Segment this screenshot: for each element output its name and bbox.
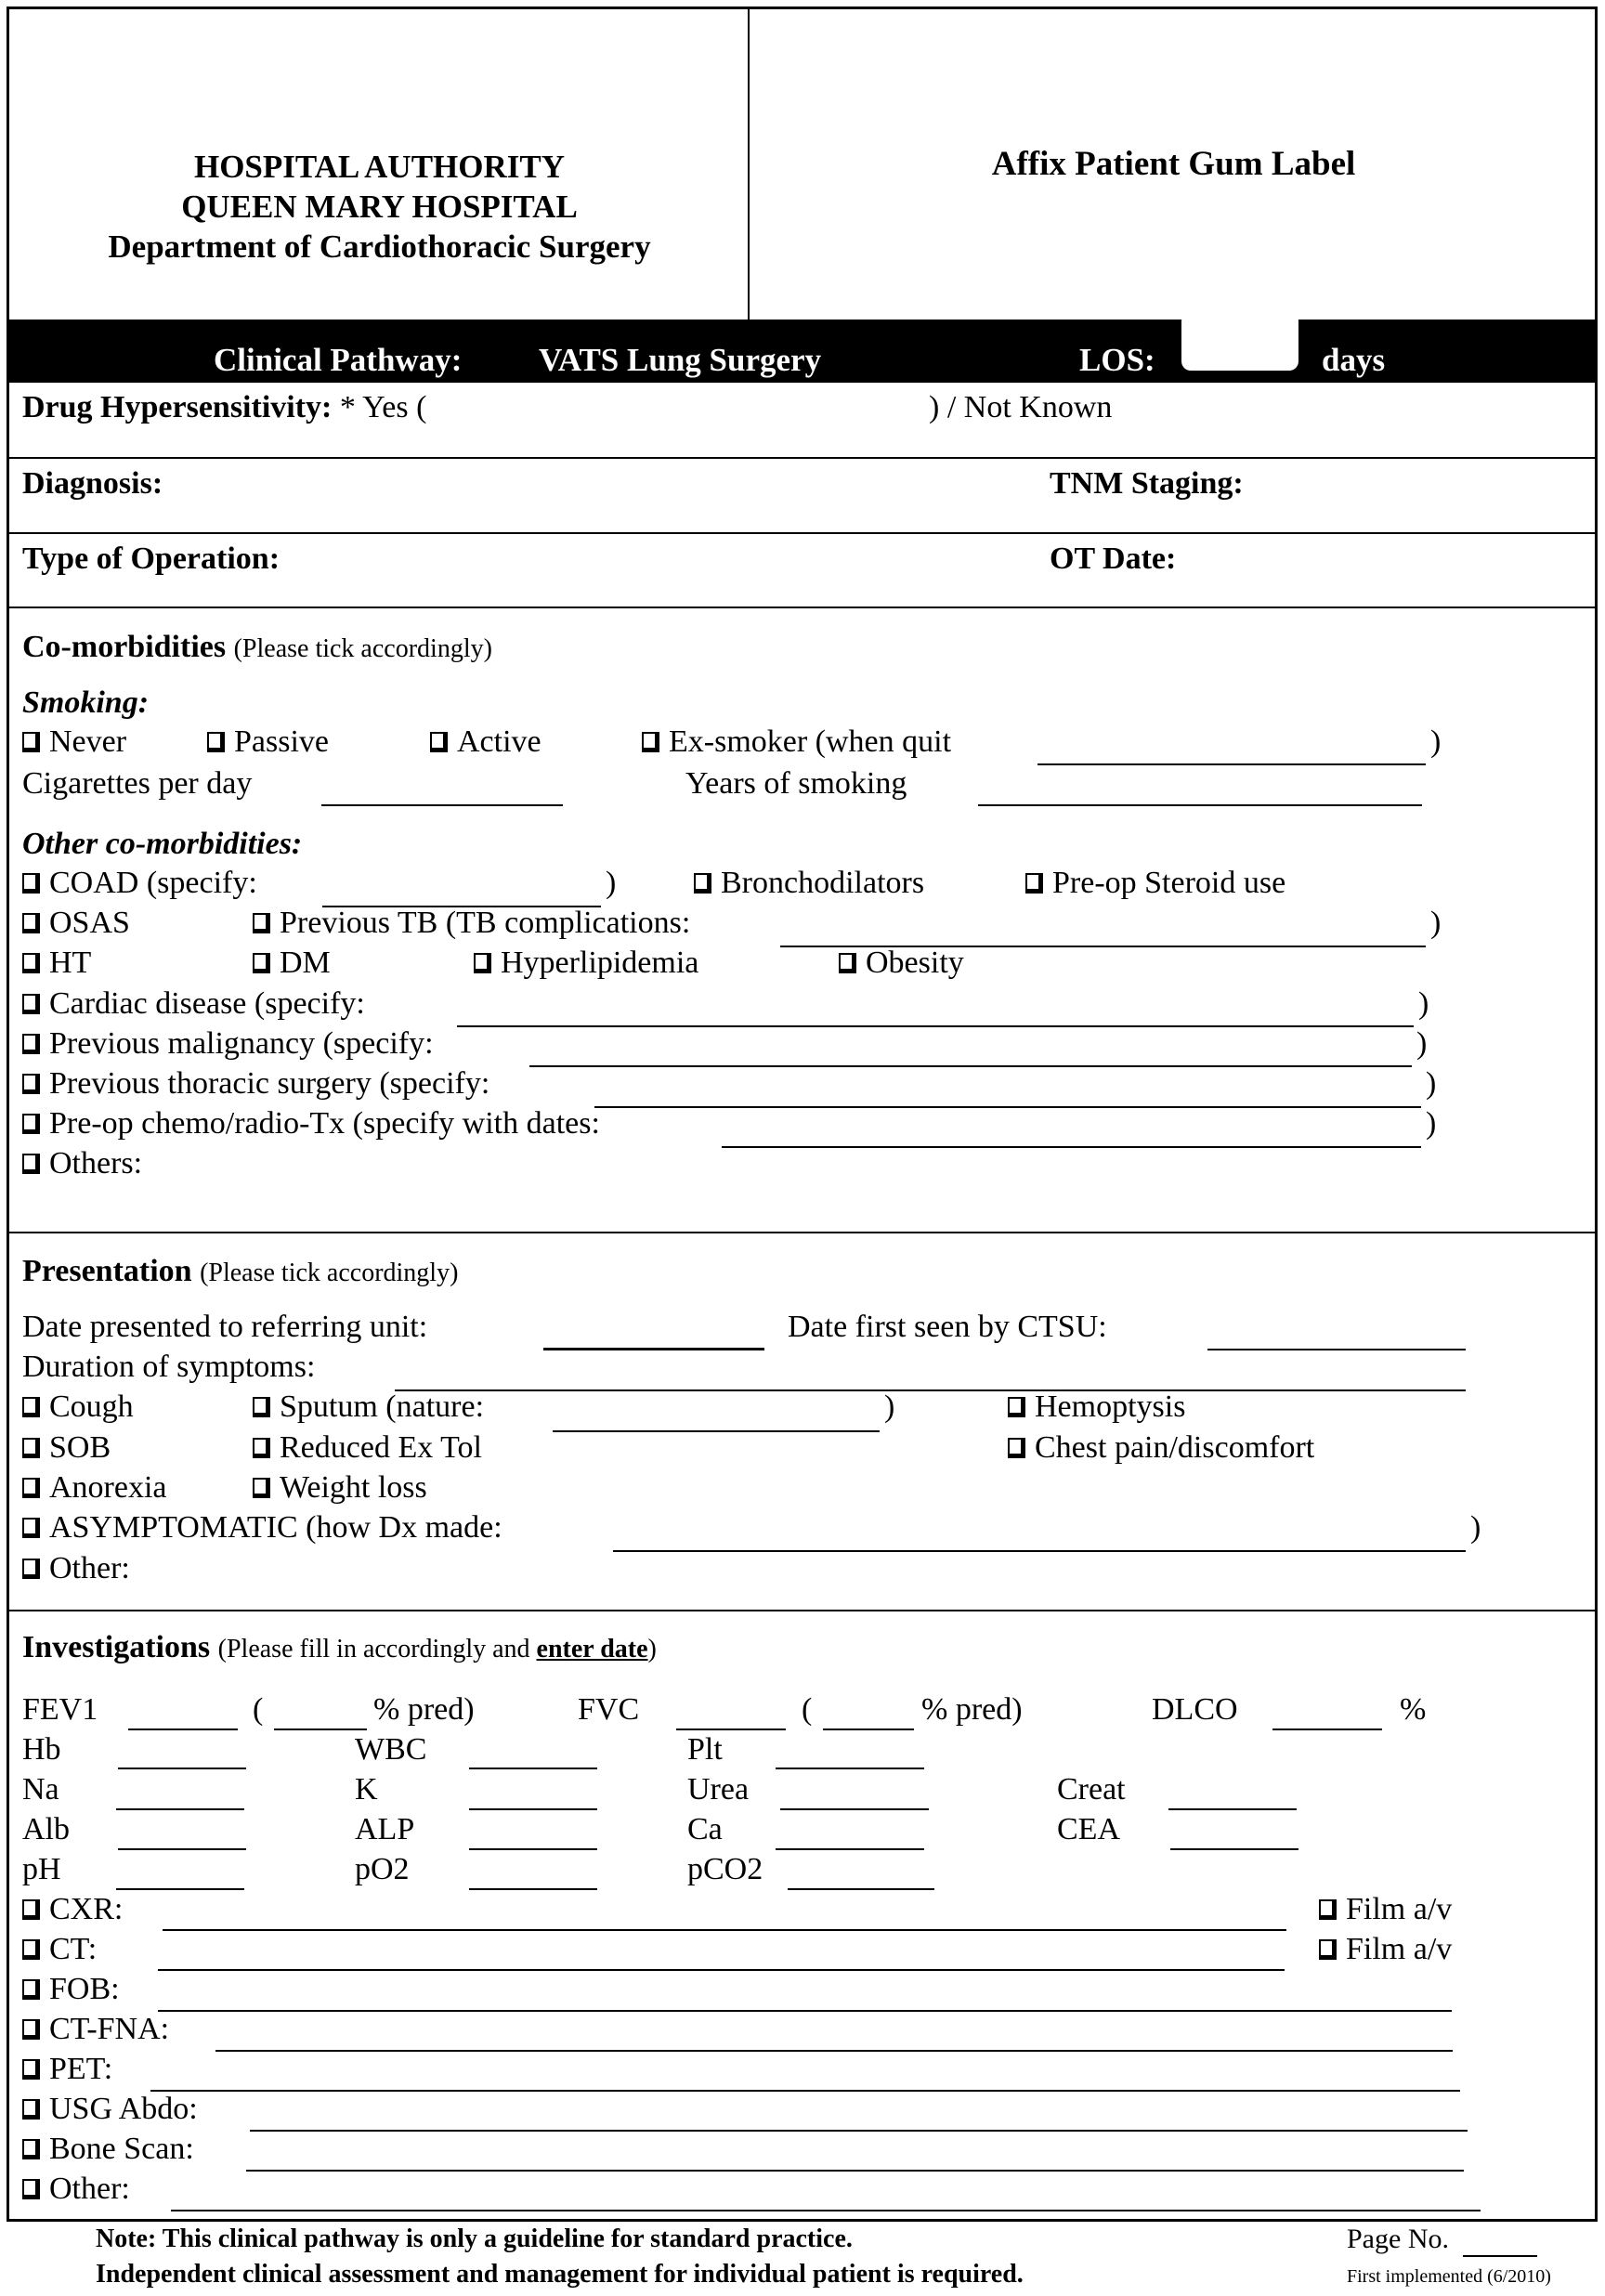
comorbidities-heading (22, 630, 492, 665)
pct-pred-label: % pred) (373, 1692, 475, 1727)
fob-field[interactable] (158, 2010, 1452, 2012)
diagnosis-label: Diagnosis: (22, 466, 163, 501)
checkbox-icon[interactable] (642, 732, 659, 752)
option-label: Bone Scan: (49, 2132, 194, 2166)
checkbox-icon[interactable] (22, 1559, 40, 1579)
usg-abdo-option[interactable] (22, 2092, 198, 2127)
footer-note-2: Independent clinical assessment and management for individual patient is required. (96, 2260, 1024, 2289)
ph-field[interactable] (116, 1888, 244, 1890)
obesity-option[interactable] (839, 946, 964, 981)
smoking-title: Smoking: (22, 685, 150, 720)
cxr-option[interactable] (22, 1892, 123, 1927)
investigations-title: Investigations (22, 1630, 211, 1664)
option-label: Film a/v (1346, 1892, 1453, 1926)
checkbox-icon[interactable] (1025, 873, 1043, 894)
malignancy-option[interactable] (22, 1026, 434, 1062)
checkbox-icon[interactable] (22, 953, 40, 973)
checkbox-icon[interactable] (253, 1478, 270, 1498)
thoracic-surgery-option[interactable] (22, 1066, 489, 1102)
checkbox-icon[interactable] (430, 732, 448, 752)
checkbox-icon[interactable] (22, 994, 40, 1014)
option-label: Chest pain/discomfort (1035, 1430, 1315, 1465)
patient-label-area: Affix Patient Gum Label (991, 145, 1356, 183)
option-label: Bronchodilators (721, 866, 925, 900)
close-paren: ) (606, 866, 617, 900)
plt-label: Plt (687, 1732, 723, 1767)
ca-label: Ca (687, 1812, 723, 1846)
checkbox-icon[interactable] (22, 1518, 40, 1538)
ph-label: pH (22, 1852, 61, 1886)
checkbox-icon[interactable] (22, 1899, 40, 1920)
cigarettes-label: Cigarettes per day (22, 766, 253, 801)
cigarettes-field[interactable] (321, 804, 563, 806)
fob-option[interactable] (22, 1972, 120, 2007)
tnm-staging-label: TNM Staging: (1050, 466, 1244, 501)
option-label: Reduced Ex Tol (280, 1430, 482, 1465)
option-label: Pre-op chemo/radio-Tx (specify with dates: (49, 1106, 600, 1141)
alb-label: Alb (22, 1812, 70, 1846)
option-label: Ex-smoker (when quit (669, 724, 952, 759)
urea-label: Urea (687, 1772, 750, 1807)
chest-pain-option[interactable] (1008, 1430, 1314, 1466)
option-label: Previous malignancy (specify: (49, 1026, 434, 1061)
dlco-label: DLCO (1152, 1692, 1238, 1727)
smoking-never[interactable] (22, 724, 126, 760)
ht-option[interactable] (22, 946, 91, 981)
quit-date-field[interactable] (1037, 763, 1426, 765)
hyperlipidemia-option[interactable] (474, 946, 698, 981)
cea-field[interactable] (1170, 1848, 1298, 1850)
previous-tb-option[interactable] (253, 906, 690, 941)
option-label: OSAS (49, 906, 130, 940)
first-implemented-note: First implemented (6/2010) (1347, 2266, 1551, 2287)
sob-option[interactable] (22, 1430, 111, 1466)
years-smoking-field[interactable] (978, 804, 1422, 806)
close-paren: ) (1416, 1026, 1428, 1061)
dlco-field[interactable] (1272, 1729, 1382, 1730)
fev1-pred-field[interactable] (274, 1729, 367, 1730)
thoracic-field[interactable] (594, 1106, 1421, 1108)
checkbox-icon[interactable] (1008, 1397, 1025, 1417)
investigation-other-field[interactable] (171, 2210, 1481, 2211)
option-label: COAD (specify: (49, 866, 257, 900)
option-label: Cough (49, 1389, 134, 1424)
pathway-name: VATS Lung Surgery (539, 342, 822, 378)
alp-label: ALP (355, 1812, 415, 1846)
cough-option[interactable] (22, 1389, 134, 1425)
option-label: DM (280, 946, 331, 980)
cxr-film-option[interactable] (1319, 1892, 1452, 1927)
close-paren: ) (1426, 1066, 1437, 1101)
checkbox-icon[interactable] (22, 2179, 40, 2199)
divider (9, 1610, 1595, 1611)
years-smoking-label: Years of smoking (685, 766, 907, 801)
smoking-active[interactable] (430, 724, 542, 760)
investigations-heading (22, 1630, 657, 1665)
fev1-label: FEV1 (22, 1692, 98, 1727)
divider (9, 457, 1595, 459)
option-label: CT-FNA: (49, 2012, 170, 2046)
checkbox-icon[interactable] (22, 1478, 40, 1498)
duration-label: Duration of symptoms: (22, 1350, 316, 1384)
option-label: Cardiac disease (specify: (49, 986, 365, 1021)
close-paren: ) (1430, 724, 1442, 759)
checkbox-icon[interactable] (22, 1438, 40, 1458)
checkbox-icon[interactable] (22, 1034, 40, 1054)
cardiac-disease-option[interactable] (22, 986, 365, 1022)
page-number-field[interactable] (1463, 2255, 1537, 2257)
close-paren: ) (1430, 906, 1442, 940)
los-label: LOS: (1079, 342, 1155, 378)
checkbox-icon[interactable] (22, 732, 40, 752)
na-label: Na (22, 1772, 59, 1807)
option-label: ASYMPTOMATIC (how Dx made: (49, 1510, 502, 1545)
investigations-hint: (Please fill in accordingly and (217, 1635, 537, 1663)
comorbidities-title: Co-morbidities (22, 630, 227, 664)
checkbox-icon[interactable] (22, 2139, 40, 2159)
bone-scan-field[interactable] (246, 2170, 1464, 2172)
checkbox-icon[interactable] (22, 873, 40, 894)
plt-field[interactable] (776, 1768, 924, 1769)
fvc-pred-field[interactable] (823, 1729, 914, 1730)
urea-field[interactable] (780, 1808, 929, 1810)
date-ctsu-label: Date first seen by CTSU: (788, 1310, 1107, 1344)
date-referring-label: Date presented to referring unit: (22, 1310, 428, 1344)
investigation-other-option[interactable] (22, 2172, 130, 2207)
usg-abdo-field[interactable] (250, 2130, 1468, 2132)
ct-film-option[interactable] (1319, 1932, 1452, 1967)
steroid-option[interactable] (1025, 866, 1285, 901)
checkbox-icon[interactable] (253, 913, 270, 933)
divider (9, 607, 1595, 608)
close-paren: ) (884, 1389, 895, 1424)
checkbox-icon[interactable] (22, 2019, 40, 2040)
smoking-ex-smoker[interactable] (642, 724, 951, 760)
smoking-passive[interactable] (207, 724, 329, 760)
option-label: Others: (49, 1146, 143, 1181)
anorexia-option[interactable] (22, 1470, 167, 1506)
presentation-hint: (Please tick accordingly) (200, 1259, 459, 1287)
enter-date-emphasis: enter date (536, 1635, 648, 1663)
checkbox-icon[interactable] (22, 2099, 40, 2120)
option-label: Active (457, 724, 542, 759)
weight-loss-option[interactable] (253, 1470, 427, 1506)
department-name: Department of Cardiothoracic Surgery (108, 228, 651, 265)
drug-yes-option[interactable]: * Yes ( (339, 390, 427, 424)
dm-option[interactable] (253, 946, 331, 981)
option-label: Passive (234, 724, 329, 759)
checkbox-icon[interactable] (207, 732, 225, 752)
option-label: Other: (49, 2172, 130, 2206)
pco2-label: pCO2 (687, 1852, 763, 1886)
alp-field[interactable] (469, 1848, 597, 1850)
bronchodilators-option[interactable] (694, 866, 924, 901)
close-paren: ) (1418, 986, 1429, 1021)
checkbox-icon[interactable] (22, 913, 40, 933)
days-label: days (1322, 342, 1386, 378)
page-number-label: Page No. (1347, 2224, 1449, 2254)
option-label: Sputum (nature: (280, 1389, 485, 1424)
pco2-field[interactable] (788, 1888, 934, 1890)
ct-fna-option[interactable] (22, 2012, 169, 2047)
sputum-field[interactable] (553, 1430, 880, 1432)
chemo-radio-option[interactable] (22, 1106, 600, 1141)
cardiac-field[interactable] (457, 1025, 1414, 1027)
fvc-label: FVC (578, 1692, 640, 1727)
checkbox-icon[interactable] (22, 1114, 40, 1134)
option-label: Anorexia (49, 1470, 167, 1505)
duration-field[interactable] (395, 1389, 1466, 1391)
checkbox-icon[interactable] (839, 953, 856, 973)
po2-label: pO2 (355, 1852, 410, 1886)
checkbox-icon[interactable] (1319, 1939, 1337, 1960)
option-label: Previous TB (TB complications: (280, 906, 691, 940)
option-label: PET: (49, 2052, 113, 2086)
drug-label: Drug Hypersensitivity: (22, 390, 333, 424)
option-label: Obesity (866, 946, 964, 980)
form-page (7, 7, 1598, 2222)
close-paren: ) (1426, 1106, 1437, 1141)
ct-option[interactable] (22, 1932, 97, 1967)
option-label: Hemoptysis (1035, 1389, 1186, 1424)
reduced-ex-tol-option[interactable] (253, 1430, 482, 1466)
checkbox-icon[interactable] (253, 1397, 270, 1417)
option-label: HT (49, 946, 92, 980)
creat-field[interactable] (1168, 1808, 1297, 1810)
checkbox-icon[interactable] (1319, 1899, 1337, 1920)
checkbox-icon[interactable] (253, 953, 270, 973)
wbc-label: WBC (355, 1732, 427, 1767)
pct-pred-label: % pred) (921, 1692, 1023, 1727)
sputum-option[interactable] (253, 1389, 484, 1425)
option-label: Other: (49, 1551, 130, 1585)
open-paren: ( (253, 1692, 264, 1727)
pathway-label: Clinical Pathway: (214, 342, 463, 378)
fvc-field[interactable] (676, 1729, 786, 1730)
ct-field[interactable] (158, 1969, 1285, 1971)
cea-label: CEA (1057, 1812, 1120, 1846)
checkbox-icon[interactable] (22, 1154, 40, 1174)
pet-field[interactable] (150, 2090, 1460, 2092)
ot-date-label: OT Date: (1050, 541, 1177, 576)
creat-label: Creat (1057, 1772, 1126, 1807)
option-label: Film a/v (1346, 1932, 1453, 1966)
chemo-field[interactable] (722, 1146, 1421, 1148)
other-comorbidities-title: Other co-morbidities: (22, 827, 303, 861)
ct-fna-field[interactable] (215, 2050, 1453, 2052)
operation-type-label: Type of Operation: (22, 541, 281, 576)
option-label: CT: (49, 1932, 98, 1966)
pet-option[interactable] (22, 2052, 112, 2087)
bone-scan-option[interactable] (22, 2132, 194, 2167)
org-line-1: HOSPITAL AUTHORITY (193, 149, 566, 185)
close-paren: ) (1470, 1510, 1481, 1545)
alb-field[interactable] (118, 1848, 246, 1850)
malignancy-field[interactable] (529, 1065, 1412, 1067)
checkbox-icon[interactable] (1008, 1438, 1025, 1458)
osas-option[interactable] (22, 906, 130, 941)
others-option[interactable] (22, 1146, 142, 1181)
asymptomatic-field[interactable] (613, 1550, 1466, 1552)
divider (9, 1232, 1595, 1233)
na-field[interactable] (116, 1808, 244, 1810)
checkbox-icon[interactable] (22, 2059, 40, 2080)
percent-label: % (1400, 1692, 1427, 1727)
presentation-title: Presentation (22, 1254, 192, 1288)
checkbox-icon[interactable] (694, 873, 711, 894)
option-label: Never (49, 724, 127, 759)
option-label: Hyperlipidemia (501, 946, 699, 980)
checkbox-icon[interactable] (22, 1074, 40, 1094)
presentation-heading (22, 1254, 458, 1289)
los-input[interactable] (1181, 312, 1298, 371)
date-ctsu-field[interactable] (1207, 1349, 1466, 1350)
option-label: CXR: (49, 1892, 124, 1926)
clinical-pathway-bar (9, 320, 1595, 383)
k-label: K (355, 1772, 378, 1807)
checkbox-icon[interactable] (253, 1438, 270, 1458)
option-label: Previous thoracic surgery (specify: (49, 1066, 490, 1101)
ca-field[interactable] (776, 1848, 924, 1850)
comorbidities-hint: (Please tick accordingly) (233, 634, 492, 663)
option-label: USG Abdo: (49, 2092, 198, 2126)
presentation-other-option[interactable] (22, 1551, 130, 1586)
coad-option[interactable] (22, 866, 257, 901)
checkbox-icon[interactable] (474, 953, 491, 973)
wbc-field[interactable] (469, 1768, 597, 1769)
hospital-header (9, 9, 750, 320)
asymptomatic-option[interactable] (22, 1510, 502, 1546)
drug-not-known-option[interactable]: ) / Not Known (929, 390, 1113, 424)
drug-hypersensitivity-row (22, 390, 426, 425)
hint-close: ) (647, 1635, 657, 1663)
org-line-2: QUEEN MARY HOSPITAL (181, 189, 578, 225)
checkbox-icon[interactable] (22, 1979, 40, 2000)
footer-note-1: Note: This clinical pathway is only a guideline for standard practice. (96, 2224, 853, 2253)
date-referring-field[interactable] (543, 1348, 764, 1350)
hb-field[interactable] (118, 1768, 246, 1769)
k-field[interactable] (469, 1808, 597, 1810)
hb-label: Hb (22, 1732, 61, 1767)
open-paren: ( (802, 1692, 813, 1727)
option-label: Pre-op Steroid use (1052, 866, 1286, 900)
po2-field[interactable] (469, 1888, 597, 1890)
fev1-field[interactable] (128, 1729, 238, 1730)
divider (9, 532, 1595, 534)
checkbox-icon[interactable] (22, 1397, 40, 1417)
option-label: Weight loss (280, 1470, 427, 1505)
option-label: SOB (49, 1430, 111, 1465)
checkbox-icon[interactable] (22, 1939, 40, 1960)
hemoptysis-option[interactable] (1008, 1389, 1185, 1425)
option-label: FOB: (49, 1972, 120, 2006)
cxr-field[interactable] (163, 1929, 1286, 1931)
